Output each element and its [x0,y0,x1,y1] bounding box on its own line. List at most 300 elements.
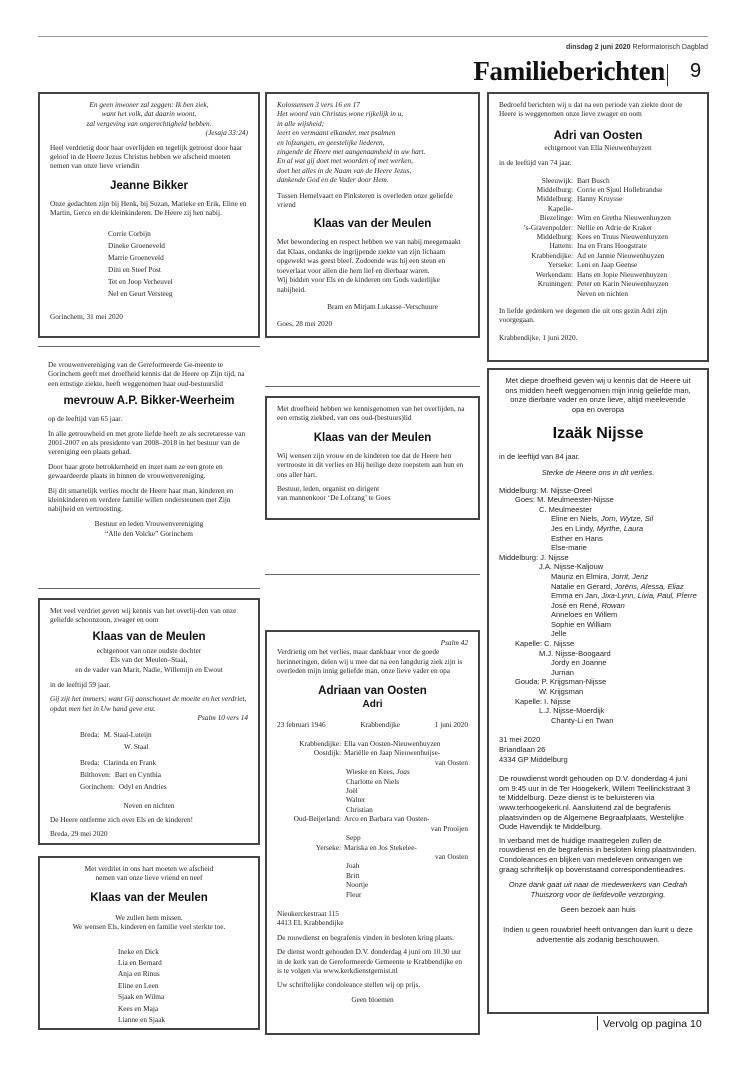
family-names: Hanny Kruysse [577,194,623,204]
notice-adri-van-oosten [487,92,709,362]
family-member: Christian [346,804,373,814]
family-member: Natalie en Gerard, [551,581,613,591]
signatory: Anja en Rinus [118,969,160,979]
notice-intro: Met diepe droefheid geven wij u kennis dat de Heere uit ons midden heeft weggenomen mijn innig geliefde man, onze dierbare vader en onze lieve, altijd meelevende opa en overopa [505,376,691,414]
place-date: Krabbendijke, 1 juni 2020. [499,332,578,342]
verse-reference: (Jesaja 33:24) [205,128,248,138]
family-member: Anneloes en Willem [551,610,618,620]
family-member: Eline en Niels, [551,514,599,524]
relation-line: Els van der Meulen–Staal, [110,655,188,665]
family-names [344,833,468,842]
notice-text: In verband met de huidige maatregelen zullen de rouwdienst en de begrafenis in besloten kring plaatsvinden. [499,835,697,855]
deceased-name: Klaas van de Meulen [92,630,206,643]
family-row [499,562,697,572]
family-list [50,729,248,793]
notice-intro: Verdrietig om het verlies, maar dankbaar voor de goede herinneringen, delen wij u mee dat na een langdurig ziek zijn is overleden mijn innig geliefde man, onze lieve vader en opa [277,647,463,676]
family-member: C. Meulmeester [539,504,592,514]
verse-reference: Psalm 10 vers 14 [197,713,248,723]
closing-text: Indien u geen rouwbrief heeft ontvangen dan kunt u deze advertentie als zodanig beschouwen. [503,924,693,944]
notice-bikker-weerheim [38,356,260,586]
signatory: Kees en Maja [118,1003,159,1013]
family-place: Kapelle- [547,203,573,213]
notice-text: Wij bidden voor Els en de kinderen om Gods vaderlijke nabijheid. [277,275,440,294]
family-row [499,185,697,194]
family-row [499,572,697,582]
family-place: Gorinchem: [80,781,115,791]
notice-adriaan-van-oosten [265,630,480,1035]
notice-izaak-nijsse [487,368,709,1014]
signatories [50,946,248,1026]
paper-name: Reformatorisch Dagblad [632,44,708,51]
verse-reference: Kolossensen 3 vers 16 en 17 [277,100,360,109]
notice-intro: nemen van onze lieve vriend en neef [95,873,203,883]
family-member: Kapelle: I. Nijsse [515,696,571,706]
family-place: Middelburg: [536,232,573,242]
family-names [344,786,468,795]
family-row [499,524,697,534]
family-place [277,795,341,804]
family-member: Chanty-Li en Twan [551,715,614,725]
family-row [499,591,697,601]
notice-text: We zullen hem missen. [115,912,183,922]
family-names: Ina en Frans Hoogstrate [577,241,647,251]
verse-line: zingende de Heere met aangenaamheid in uw hart. [277,147,426,157]
signatory: Eline en Leen [118,980,159,990]
family-names: Peter en Karin Nieuwenhuyzen [577,279,669,289]
family-row [499,194,697,203]
bible-verse [277,109,468,184]
family-row [277,814,468,823]
place-date: Goes, 28 mei 2020 [277,319,333,329]
continued-on-page: Vervolg op pagina 10 [603,1018,702,1030]
family-names [344,805,468,814]
family-row [499,495,697,505]
family-row [499,639,697,649]
family-row [277,880,468,889]
relation-line: echtgenoot van onze oudste dochter [96,645,202,655]
family-names: Nellie en Adrie de Kraker [577,222,653,232]
family-member: Jordy en Joanne [551,658,607,668]
family-row [499,620,697,630]
family-row [499,582,697,592]
notice-intro: Tussen Hemelvaart en Pinksteren is overleden onze geliefde vriend [277,190,453,210]
age: in de leeftijd van 74 jaar. [499,158,572,168]
family-row [499,668,697,678]
bible-verse: Gij zijt het immers; want Gij aanschouwt de moeite en het verdriet, opdat men het in Uw hand geve enz. [50,694,247,713]
signatory: Dineke Groeneveld [108,240,165,250]
family-names: W. Staal [124,741,149,751]
family-place: Krabbendijke: [299,739,341,749]
address-line: Nieukerckestraat 115 [277,908,339,918]
signatory: Tet en Joop Verheuvel [108,276,173,286]
family-names: Clarinda en Frank [103,757,157,767]
family-place: Hattem: [549,241,573,251]
family-list [277,739,468,899]
verse-line: Het woord van Christus wone rijkelijk in u, [277,109,404,119]
residence: Krabbendijke [360,719,401,729]
grandchild-names: Jorn, Wytze, Sil [601,514,654,524]
family-row [499,213,697,222]
age: in de leeftijd 59 jaar. [50,680,111,690]
family-place [277,767,341,776]
family-names [344,814,468,823]
family-names [344,843,468,852]
family-place [277,880,341,889]
grandchild-names: Jorrit, Jenz [611,571,649,581]
section-title: Familieberichten [473,56,665,86]
family-row [499,279,697,288]
address-line: 4413 EL Krabbendijke [277,918,344,928]
death-date: 1 juni 2020 [434,719,468,729]
verse-line: want het volk, dat daarin woont, [101,109,197,119]
family-place [277,777,341,786]
family-names [344,739,468,748]
family-member: Mariëlle en Jaap Nieuwenhuijse- [344,748,441,758]
notice-intro: Met verdriet in ons hart moeten we afscheid [84,864,214,873]
verse-line: dankende God en de Vader door Hem. [277,175,389,185]
family-place: ’s-Gravenpolder: [523,222,573,232]
family-names [344,824,468,833]
family-row [499,629,697,639]
deceased-name: Adriaan van Oosten [318,684,427,697]
deceased-name: Klaas van der Meulen [90,891,208,904]
signatory: Corrie Corbijn [108,228,151,238]
family-member: Kapelle: C. Nijsse [515,639,575,649]
funeral-info [499,774,697,874]
family-names: Ad en Jannie Nieuwenhuyzen [577,250,665,260]
notice-text: We wensen Els, kinderen en familie veel sterkte toe. [72,922,226,932]
family-member: Charlotte en Niels [346,776,400,786]
family-place: Middelburg: [536,194,573,204]
family-row [277,795,468,804]
deceased-name: Klaas van der Meulen [313,431,432,444]
column-rule [265,386,480,387]
family-place: Kruiningen: [537,279,573,289]
family-list [499,176,697,298]
address-line: Briandlaan 26 [499,745,546,754]
family-member: van Prooijen [430,823,468,833]
notice-text: De dienst wordt gehouden D.V. donderdag 4 juni om 10.30 uur in de kerk van de Gereformeerde Gemeente te Krabbendijke en is te volgen via www.kerkdienstgemist.nl [277,947,462,975]
family-row [499,176,697,185]
notice-klaas-lukasse [265,92,480,338]
family-member: Mauriz en Elmira, [551,571,610,581]
signature: Bram en Mirjam Lukasse–Verschuure [327,301,438,311]
family-place: Oud-Beijerland: [293,814,341,824]
family-row [277,739,468,748]
family-place [277,824,341,833]
notice-klaas-van-der-meulen-friends [38,856,260,1030]
family-place [277,890,341,899]
age: op de leeftijd van 65 jaar. [48,414,123,424]
signatory: Marrie Groeneveld [108,252,164,262]
family-row [277,748,468,757]
family-row [499,706,697,716]
family-place [277,852,341,861]
family-place: Bilthoven: [80,769,111,779]
bible-verse [50,100,248,128]
verse-line: En geen inwoner zal zeggen: Ik ben ziek, [89,100,209,109]
signature-line: Bestuur, leden, organist en dirigent [277,484,380,494]
verse-reference: Psalm 42 [440,638,468,647]
family-names: Bart Busch [577,175,610,185]
signature-line: “Alle den Volcke” Gorinchem [105,529,193,539]
grandchild-names: Myrthe, Laura [596,523,644,533]
family-names: Neven en nichten [577,288,629,298]
family-list [499,486,697,726]
family-row [277,786,468,795]
column-rule [265,574,480,575]
notice-text: Condoleances en blijken van medeleven ontvangen we graag schriftelijk op bovenstaand correspondentieadres. [499,854,686,874]
notice-klaas-van-de-meulen [38,598,260,845]
family-row [499,553,697,563]
family-names [344,861,468,870]
deceased-name: Adri van Oosten [553,129,643,142]
notice-intro: Heel verdrietig door haar overlijden en tegelijk getroost door haar geloof in de Heere Jezus Christus hebben we afscheid moeten nemen van onze lieve vriendin [50,142,243,171]
notice-text: Uw schriftelijke condoleance stellen wij op prijs. [277,980,421,990]
family-row [499,232,697,241]
extra-relatives: Neven en nichten [123,800,175,810]
family-names [344,880,468,889]
family-names [344,871,468,880]
family-place: Breda: [80,729,100,739]
signatory: Lianne en Sjaak [118,1015,166,1025]
notice-jeanne-bikker [38,92,260,338]
family-member: J.A. Nijsse-Kaljouw [539,562,604,572]
family-place [277,871,341,880]
family-names [344,748,468,757]
bible-verse: Sterke de Heere ons in dit verlies. [541,467,655,477]
family-names [344,795,468,804]
address-line: 4334 GP Middelburg [499,754,568,764]
family-names [344,777,468,786]
deceased-name: mevrouw A.P. Bikker-Weerheim [63,395,235,408]
closing-wish: De Heere ontferme zich over Els en de kinderen! [50,815,194,825]
family-names: Odyl en Andries [118,781,167,791]
family-place: Werkendam: [535,269,573,279]
family-member: Joah [346,861,360,871]
family-row [499,223,697,232]
place-date: Gorinchem, 31 mei 2020 [50,311,123,321]
family-place: Sleeuwijk: [541,175,573,185]
notice-text: Wij wensen zijn vrouw en de kinderen toe dat de Heere hen vertrooste in dit verlies en Hij heilige deze roepstem aan hun en ons aller hart. [277,450,464,479]
family-row [277,890,468,899]
family-place: Biezelinge: [539,213,573,223]
family-member: Sepp [346,833,361,843]
dateline [498,44,708,51]
verse-line: in alle wijsheid; [277,118,325,128]
family-row [277,777,468,786]
family-member: Sophie en William [551,619,612,629]
family-row [277,758,468,767]
no-flowers: Geen bloemen [351,994,394,1004]
family-names: Kees en Truus Nieuwenhuyzen [577,232,668,242]
family-row [277,767,468,776]
column-rule [38,588,260,589]
deceased-name: Klaas van der Meulen [313,218,432,231]
relation-line: en de vader van Marit, Nadie, Willemijn en Ewout [75,664,223,674]
title-separator [667,64,668,86]
family-place [277,758,341,767]
family-member: Goes: M. Meulmeester-Nijsse [515,495,614,505]
notice-text: In alle getrouwheid en met grote liefde heeft ze als secretaresse van 2001-2007 en als presidente van 2008–2018 in het bestuur van de vereniging een plaats gehad. [48,428,246,457]
family-names [344,890,468,899]
family-row [277,824,468,833]
family-member: Jelle [551,629,567,639]
family-names: Wim en Gretha Nieuwenhuyzen [577,213,671,223]
family-row [277,843,468,852]
family-place [277,833,341,842]
notice-intro: Met veel verdriet geven wij kennis van het overlij-den van onze geliefde schoonzoon, zwager en oom [50,606,237,625]
notice-text: Door haar grote betrokkenheid en inzet nam ze een grote en gewaardeerde plaats in binnen de vrouwenvereniging. [48,461,223,481]
family-row [499,601,697,611]
family-member: Emma en Jan, [551,591,600,601]
family-place: Oostdijk: [313,748,341,758]
column-rule [38,346,260,347]
family-place [277,861,341,870]
family-names: M. Staal-Luteijn [103,729,152,739]
notice-intro: Met droefheid hebben we kennisgenomen van het overlijden, na een ernstig ziekbed, van ons oud-(bestuurs)lid [277,404,465,423]
family-member: Wieske en Kees, [346,767,395,777]
age: in de leeftijd van 84 jaar. [499,452,580,462]
family-member: Fleur [346,889,362,899]
family-row [499,610,697,620]
no-visit: Geen bezoek aan huis [560,905,636,915]
family-place: Krabbendijke: [531,250,573,260]
signatory: Dini en Steef Post [108,264,161,274]
family-member: Britt [346,870,360,880]
family-member: José en René, [551,600,600,610]
family-row [499,697,697,707]
family-place: Yerseke: [315,842,341,852]
family-row [499,289,697,298]
notice-text: Onze gedachten zijn bij Henk, bij Suzan, Marieke en Erik, Eline en Martin, Gerco en de kleinkinderen. De Heere zij hen nabij. [50,198,247,218]
birth-date: 23 februari 1946 [277,719,326,729]
deceased-name: Jeanne Bikker [110,179,188,192]
place-date: Breda, 29 mei 2020 [50,829,108,839]
family-row [499,241,697,250]
family-row [499,687,697,697]
family-row [499,649,697,659]
date: 31 mei 2020 [499,735,541,745]
family-member: Jurrian [551,667,574,677]
family-member: M.J. Nijsse-Boogaard [539,648,611,658]
family-row [499,260,697,269]
family-row [499,514,697,524]
family-place [499,289,573,298]
family-member: Esther en Hans [551,533,603,543]
family-place [277,786,341,795]
family-place: Breda: [80,757,100,767]
deceased-nickname: Adri [362,698,383,710]
family-member: W. Krijgsman [539,687,584,697]
family-member: Mariska en Jos Stekelee- [344,842,417,852]
signature-line: Bestuur en leden Vrouwenvereniging [94,518,204,528]
family-row [499,716,697,726]
notice-text: De rouwdienst en begrafenis vinden in besloten kring plaats. [277,932,454,942]
notice-intro: De vrouwenvereniging van de Gereformeerde Ge-meente te Gorinchem geeft met droefheid kennis dat de Heere op Zijn tijd, na een ernstige ziekte, heeft weggenomen haar oud-bestuurslid [48,360,245,388]
family-row [277,805,468,814]
family-names [577,204,697,213]
grandchild-names: Jixa-Lynn, Livia, Paul, Pîerre [601,591,697,601]
family-row [277,833,468,842]
grandchild-names: Joas [396,767,410,777]
notice-text: Met bewondering en respect hebben we van nabij meegemaakt dat Klaas, ondanks de ingrijpende ziekte van zijn lichaam opgewekt was geest bleef. Zodoende was hij een steun en toeverlaat voor allen die hem lief en dierbaar waren. [277,237,461,275]
family-row [499,658,697,668]
notice-intro: Bedroefd berichten wij u dat na een periode van ziekte door de Heere is weggenomen onze lieve zwager en oom [499,100,683,119]
family-names: Hans en Jopie Nieuwenhuyzen [577,269,668,279]
family-row [277,861,468,870]
family-member: van Oosten [434,851,468,861]
verse-line: en lofzangen, en geestelijke liederen, [277,137,385,147]
family-names: Bart en Cynthia [114,769,162,779]
notice-text: De rouwdienst wordt gehouden op D.V. donderdag 4 juni om 9:45 uur in de Ter Hoogekerk, Willem Teellinckstraat 3 te Middelburg. Deze dienst is te beluisteren via www.terhoogekerk.nl. Aansluitend zal de begrafenis plaatsvinden op de Algemene Begraafplaats, Westelijke Oude Havendijk te Middelburg. [499,774,691,832]
family-member: Else-marie [551,543,587,553]
family-member: Joël [346,786,358,796]
family-row [499,486,697,496]
relation-line: echtgenoot van Ella Nieuwenhuyzen [544,142,652,152]
family-row [277,852,468,861]
family-member: Jes en Lindy, [551,523,595,533]
family-row [499,677,697,687]
family-names [344,767,468,776]
notice-klaas-mannenkoor [265,396,480,520]
family-names: Corrie en Sjuul Hollebrandse [577,185,663,195]
signatory: Lia en Bernard [118,958,162,968]
family-member: Gouda: P. Krijgsman-Nijsse [515,677,607,687]
signatory: Nel en Geurt Versteeg [108,288,173,298]
family-place: Yerseke: [547,260,573,270]
verse-line: zal vergeving van ongerechtigheid hebben. [86,118,212,128]
family-place [80,741,120,753]
family-names [344,852,468,861]
family-member: Ella van Oosten-Nieuwenhuyzen [344,739,441,749]
family-names [344,758,468,767]
family-row [499,270,697,279]
signature [48,519,250,539]
verse-line: leert en vermaant elkander, met psalmen [277,128,396,138]
signature-line: van mannenkoor ‘De Lofzang’ te Goes [277,493,391,503]
issue-date: dinsdag 2 juni 2020 [565,44,631,51]
family-row [499,204,697,213]
family-place: Middelburg: [536,185,573,195]
family-member: Noortje [346,880,369,890]
verse-line: En al wat gij doet met woorden of met werken, [277,156,413,166]
top-rule [38,36,708,37]
signatory: Ineke en Dick [118,946,159,956]
family-member: van Oosten [434,757,468,767]
family-row [277,871,468,880]
family-member: Middelburg: M. Nijsse-Oreel [499,485,592,495]
signatory: Sjaak en Wilma [118,992,165,1002]
closing-text: In liefde gedenken we degenen die uit ons gezin Adri zijn voorgegaan. [499,305,668,325]
signatories [50,228,248,300]
family-row [499,534,697,544]
family-row [499,543,697,553]
family-names: Leni en Jaap Geense [577,260,638,270]
family-row [499,505,697,515]
grandchild-names: Rowan [601,600,625,610]
grandchild-names: Jorëns, Alessa, Eliaz [614,581,684,591]
page-number: 9 [690,60,702,82]
family-member: L.J. Nijsse-Moerdijk [539,706,605,716]
notice-text: Bij dit smartelijk verlies mocht de Heere haar man, kinderen en kleinkinderen en verdere familie willen ondersteunen met Zijn nabijheid en vertroosting. [48,485,234,514]
family-member: Arco en Barbara van Oosten- [344,814,430,824]
family-row [499,251,697,260]
family-member: Middelburg: J. Nijsse [499,552,569,562]
life-dates [277,720,468,729]
deceased-name: Izaäk Nijsse [552,425,644,443]
family-member: Walter [346,795,366,805]
